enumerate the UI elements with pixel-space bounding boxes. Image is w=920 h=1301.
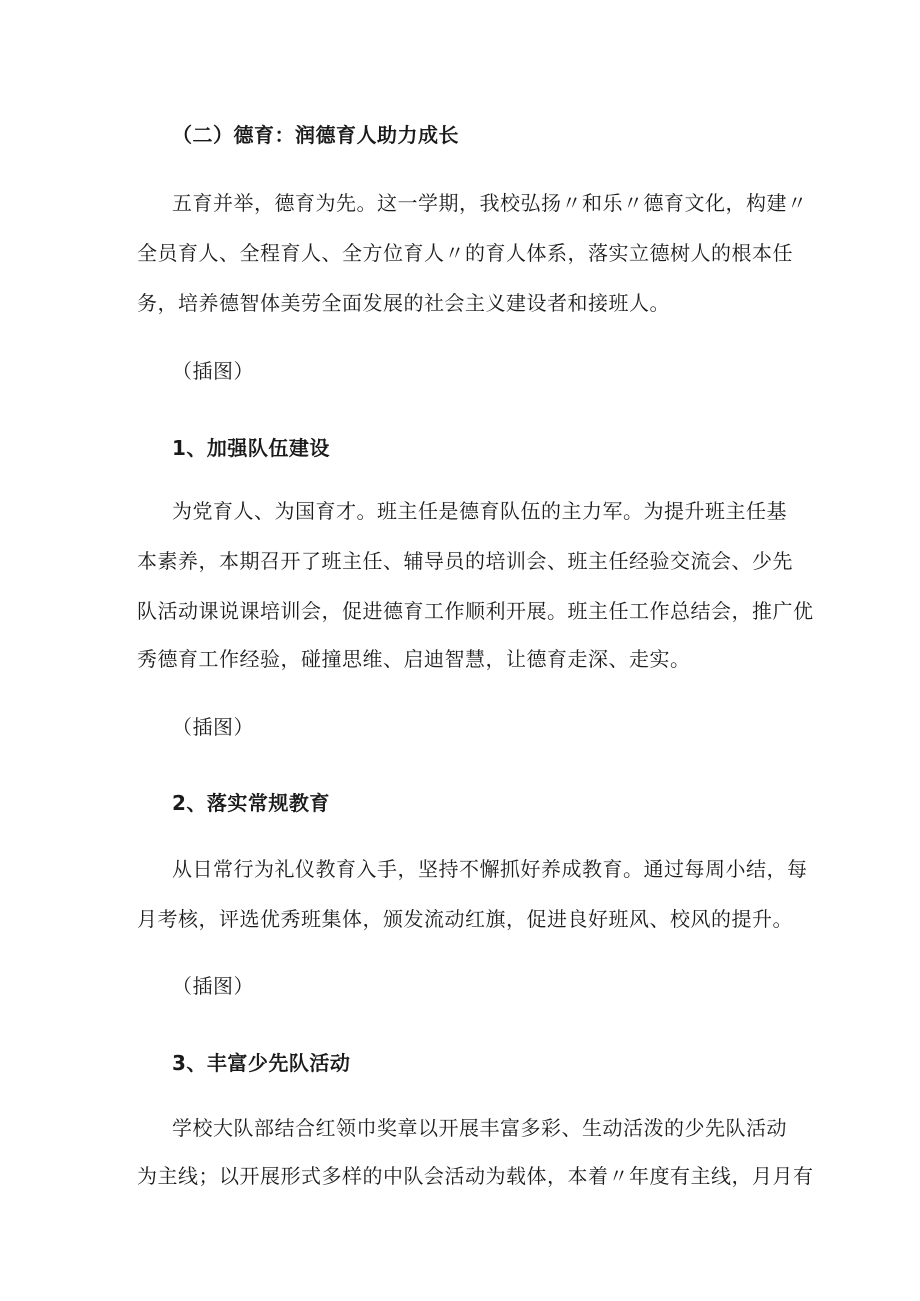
subsection-title: 2、落实常规教育 (172, 791, 330, 815)
paragraph-line: 本素养，本期召开了班主任、辅导员的培训会、班主任经验交流会、少先 (137, 549, 793, 573)
paragraph-line: 月考核，评选优秀班集体，颁发流动红旗，促进良好班风、校风的提升。 (137, 907, 793, 931)
section-title: （二）德育：润德育人助力成长 (172, 123, 459, 147)
paragraph-line: 学校大队部结合红领巾奖章以开展丰富多彩、生动活泼的少先队活动 (172, 1116, 787, 1140)
paragraph-line: 为主线；以开展形式多样的中队会活动为载体，本着〃年度有主线，月月有 (137, 1164, 814, 1188)
paragraph-line: 秀德育工作经验，碰撞思维、启迪智慧，让德育走深、走实。 (137, 647, 691, 671)
intro-line: 五育并举，德育为先。这一学期，我校弘扬〃和乐〃德育文化，构建〃 (172, 191, 808, 215)
paragraph-line: 从日常行为礼仪教育入手，坚持不懈抓好养成教育。通过每周小结，每 (172, 857, 808, 881)
paragraph-line: 为党育人、为国育才。班主任是德育队伍的主力军。为提升班主任基 (172, 499, 787, 523)
subsection-title: 3、丰富少先队活动 (172, 1051, 351, 1075)
illustration-placeholder: （插图） (172, 715, 254, 739)
paragraph-line: 队活动课说课培训会，促进德育工作顺利开展。班主任工作总结会，推广优 (137, 599, 814, 623)
illustration-placeholder: （插图） (172, 974, 254, 998)
intro-line: 全员育人、全程育人、全方位育人〃的育人体系，落实立德树人的根本任 (137, 241, 793, 265)
subsection-title: 1、加强队伍建设 (172, 436, 330, 460)
intro-line: 务，培养德智体美劳全面发展的社会主义建设者和接班人。 (137, 291, 670, 315)
illustration-placeholder: （插图） (172, 359, 254, 383)
